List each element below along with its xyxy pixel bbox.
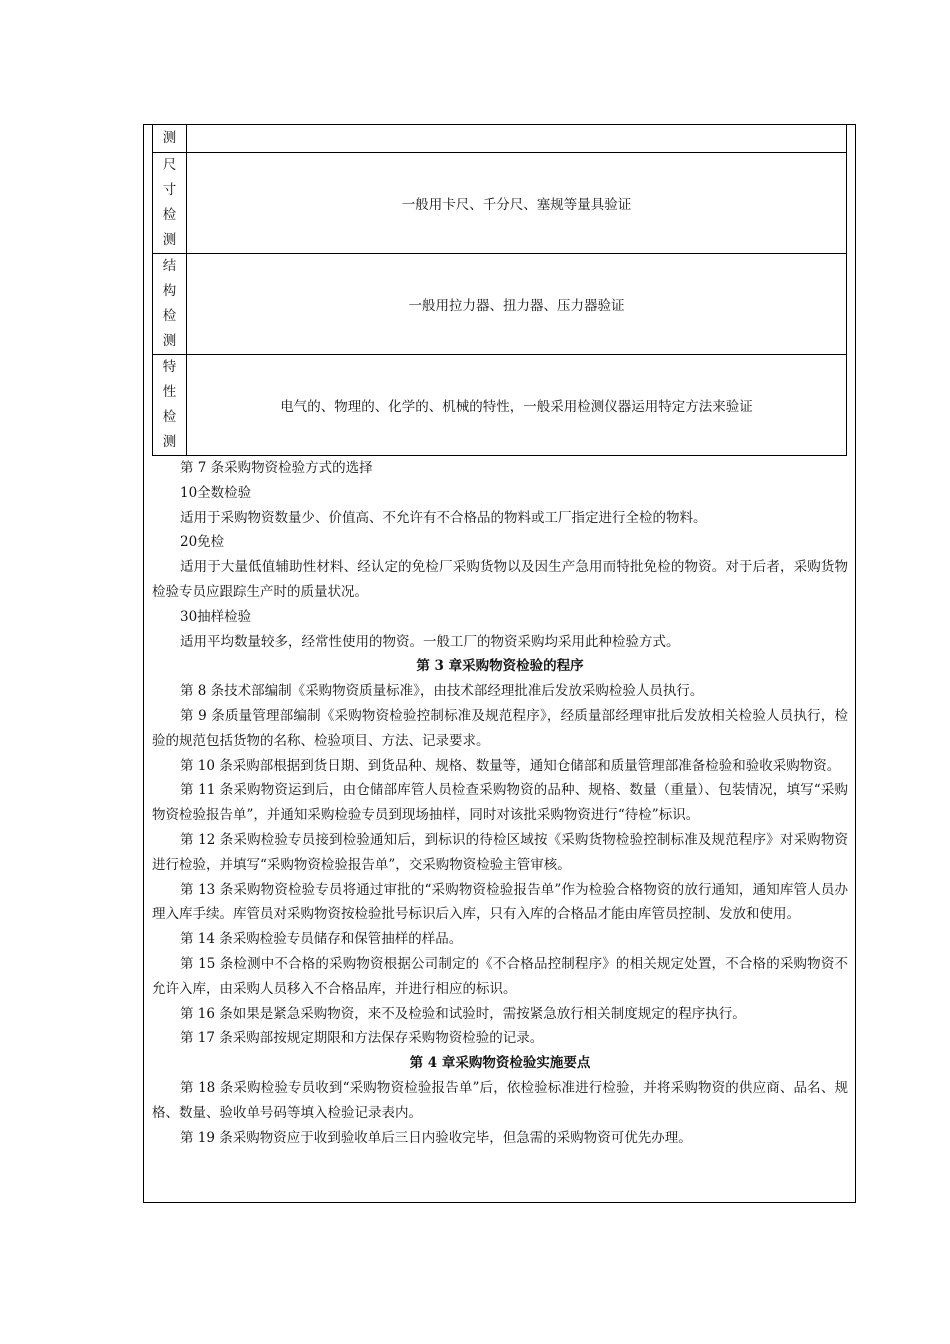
chapter-heading: 第 4 章采购物资检验实施要点 (409, 1055, 591, 1072)
document-body (152, 456, 848, 1150)
article-paragraph: 第 11 条采购物资运到后，由仓储部库管人员检查采购物资的品种、规格、数量（重量）、包装情况，填写“采购物资检验报告单”，并通知采购检验专员到现场抽样，同时对该批采购物资进行“待检”标识。 (152, 782, 848, 824)
article-paragraph: 适用于大量低值辅助性材料、经认定的免检厂采购货物以及因生产急用而特批免检的物资。对于后者，采购货物检验专员应跟踪生产时的质量状况。 (152, 559, 848, 600)
label-char: 测 (162, 232, 177, 248)
label-char: 结 (162, 258, 177, 274)
label-char: 检 (162, 207, 177, 223)
article-paragraph: 第 15 条检测中不合格的采购物资根据公司制定的《不合格品控制程序》的相关规定处置，不合格的采购物资不允许入库，由采购人员移入不合格品库，并进行相应的标识。 (152, 955, 848, 997)
article-paragraph: 第 10 条采购部根据到货日期、到货品种、规格、数量等，通知仓储部和质量管理部准备检验和验收采购物资。 (180, 757, 841, 774)
article-paragraph: 适用于采购物资数量少、价值高、不允许有不合格品的物料或工厂指定进行全检的物料。 (180, 509, 707, 526)
row-description: 一般用拉力器、扭力器、压力器验证 (187, 254, 847, 355)
article-paragraph: 10全数检验 (180, 484, 252, 501)
article-paragraph: 第 18 条采购检验专员收到“采购物资检验报告单”后，依检验标准进行检验，并将采购物资的供应商、品名、规格、数量、验收单号码等填入检验记录表内。 (152, 1079, 848, 1121)
table-row (153, 153, 847, 254)
article-paragraph: 第 9 条质量管理部编制《采购物资检验控制标准及规范程序》，经质量部经理审批后发放相关检验人员执行，检验的规范包括货物的名称、检验项目、方法、记录要求。 (152, 707, 848, 749)
article-paragraph: 第 12 条采购检验专员接到检验通知后，到标识的待检区域按《采购货物检验控制标准及规范程序》对采购物资进行检验，并填写“采购物资检验报告单”，交采购物资检验主管审核。 (152, 831, 848, 873)
row-description: 一般用卡尺、千分尺、塞规等量具验证 (187, 153, 847, 254)
row-label (153, 125, 187, 153)
row-description (187, 125, 847, 153)
label-char: 测 (162, 434, 177, 450)
row-description: 电气的、物理的、化学的、机械的特性，一般采用检测仪器运用特定方法来验证 (187, 355, 847, 456)
article-paragraph: 第 8 条技术部编制《采购物资质量标准》，由技术部经理批准后发放采购检验人员执行。 (180, 683, 704, 700)
article-paragraph: 30抽样检验 (180, 608, 252, 625)
label-char: 性 (162, 384, 177, 400)
table-row (153, 355, 847, 456)
row-label (153, 153, 187, 254)
label-char: 检 (162, 409, 177, 425)
article-paragraph: 第 7 条采购物资检验方式的选择 (180, 460, 373, 476)
article-paragraph: 第 13 条采购物资检验专员将通过审批的“采购物资检验报告单”作为检验合格物资的放行通知，通知库管人员办理入库手续。库管员对采购物资按检验批号标识后入库，只有入库的合格品才能由库管员控制、发放和使用。 (152, 881, 848, 923)
article-paragraph: 第 19 条采购物资应于收到验收单后三日内验收完毕，但急需的采购物资可优先办理。 (180, 1129, 692, 1146)
article-paragraph: 20免检 (180, 534, 225, 551)
row-label (153, 355, 187, 456)
label-char: 测 (162, 130, 177, 146)
article-paragraph: 第 17 条采购部按规定期限和方法保存采购物资检验的记录。 (180, 1030, 544, 1047)
label-char: 特 (162, 359, 177, 375)
table-row (153, 125, 847, 153)
article-paragraph: 适用平均数量较多，经常性使用的物资。一般工厂的物资采购均采用此种检验方式。 (180, 633, 680, 650)
label-char: 尺 (162, 157, 177, 173)
label-char: 检 (162, 308, 177, 324)
label-char: 测 (162, 333, 177, 349)
table-row (153, 254, 847, 355)
label-char: 寸 (162, 182, 177, 198)
label-char: 构 (162, 283, 177, 299)
row-label (153, 254, 187, 355)
article-paragraph: 第 14 条采购检验专员储存和保管抽样的样品。 (180, 931, 463, 948)
chapter-heading: 第 3 章采购物资检验的程序 (416, 658, 584, 675)
inspection-method-table (152, 124, 847, 456)
article-paragraph: 第 16 条如果是紧急采购物资，来不及检验和试验时，需按紧急放行相关制度规定的程序执行。 (180, 1005, 746, 1022)
